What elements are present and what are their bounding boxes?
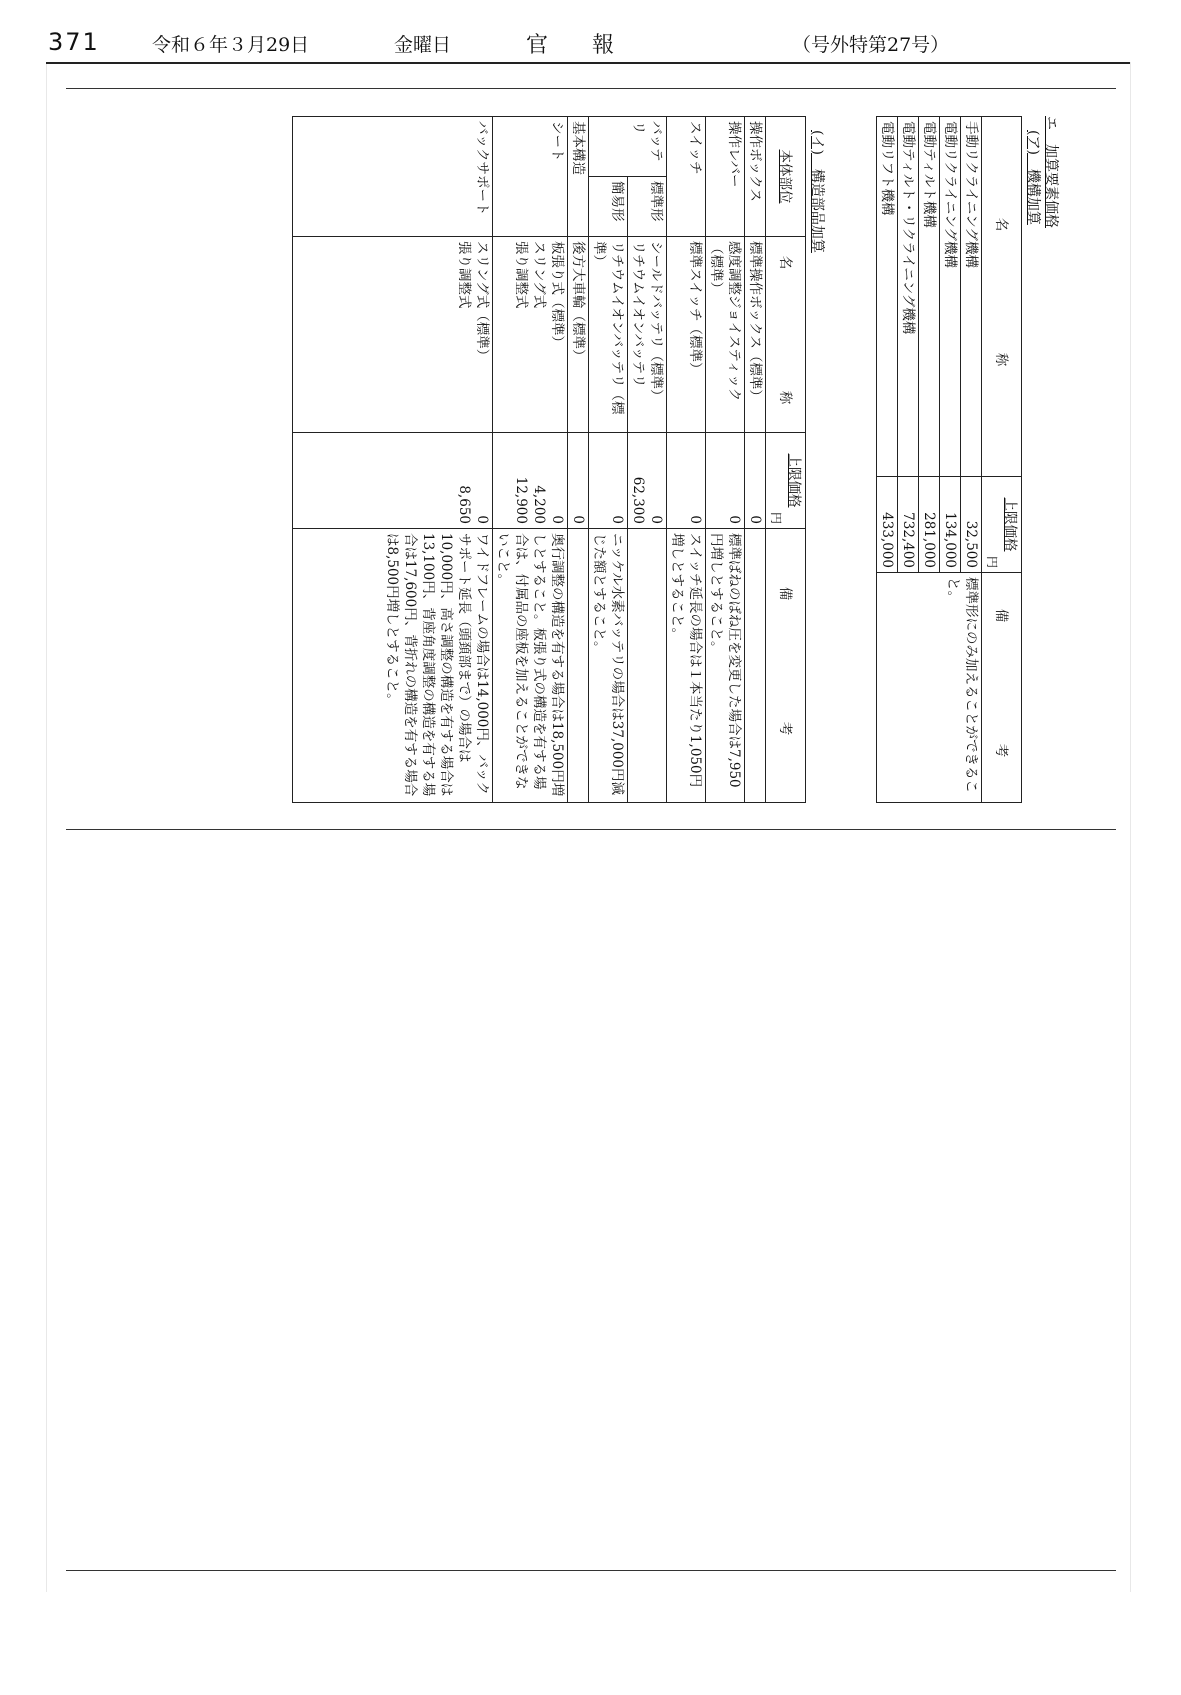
header-rule	[46, 62, 1130, 64]
content-bottom-rule	[66, 1570, 1116, 1571]
table-row: 電動リクライニング機構 134,000	[940, 117, 961, 803]
page-edge-right	[1130, 62, 1131, 1592]
table-header-row	[766, 117, 806, 803]
col-header-price: 上限価格 円	[766, 433, 806, 529]
page-number: 371	[48, 28, 100, 56]
table-row: 電動リフト機構 433,000	[877, 117, 898, 803]
col-header-part: 本体部位	[766, 117, 806, 237]
table-row: スイッチ 標準スイッチ（標準） 0 スイッチ延長の場合は１本当たり1,050円増しとすること。	[667, 117, 706, 803]
table-row: 手動リクライニング機構 32,500 標準形にのみ加えることができること。	[961, 117, 982, 803]
page-edge-left	[46, 62, 47, 1592]
section-e-subheading: (ア) 機構加算	[1025, 130, 1041, 225]
col-header-note: 備 考	[766, 529, 806, 803]
structural-parts-table	[292, 116, 806, 803]
col-header-price: 上限価格 円	[982, 477, 1022, 573]
page-header	[0, 0, 1181, 62]
issue-date: 令和６年３月29日	[152, 34, 310, 56]
content-top-rule	[66, 88, 1116, 89]
table-row: 操作レバー 感度調整ジョイスティック（標準） 0 標準ばねのばね圧を変更した場合は7,950円増しとすること。	[706, 117, 745, 803]
col-header-note: 備 考	[982, 573, 1022, 803]
table-row: 電動ティルト機構 281,000	[919, 117, 940, 803]
gazette-title: 官報	[526, 33, 659, 58]
table-row: バックサポート スリング式（標準） 張り調整式 0 8,650 ワイドフレームの場合は14,000円、バックサポート延長（頭頚部まで）の場合は10,000円、高さ調整の構造を有する場合は13,100円、背座角度調整の構造を有する場合は17,600円、背折れの構造を有する場合は8,500円増しとすること。	[293, 117, 493, 803]
table-row: バッテリ 標準形 シールドバッテリ（標準） リチウムイオンバッテリ 0 62,300	[628, 117, 667, 803]
rotated-content	[66, 116, 1066, 806]
issue-number: （号外特第27号）	[792, 34, 950, 56]
table-row: 操作ボックス 標準操作ボックス（標準） 0	[745, 117, 766, 803]
rotated-content-area	[66, 116, 1066, 806]
section-e-heading: エ 加算要素価格	[1043, 116, 1059, 228]
mechanism-table	[876, 116, 1022, 803]
table-row: シート 板張り式（標準） スリング式 張り調整式 0 4,200 12,900 奥行調整の構造を有する場合は18,500円増しとすること。板張り式の構造を有する場合は、付属品の座板を加えることができないこと。	[493, 117, 568, 803]
weekday: 金曜日	[394, 34, 452, 56]
col-header-name: 名 称	[766, 237, 806, 433]
col-header-name: 名 称	[982, 117, 1022, 477]
section-i-heading: (イ) 構造部品加算	[809, 130, 825, 253]
table-row: 電動ティルト・リクライニング機構 732,400	[898, 117, 919, 803]
table-row: 簡易形 リチウムイオンバッテリ（標準） 0 ニッケル水素バッテリの場合は37,000円減じた額とすること。	[589, 117, 628, 803]
table-row: 基本構造 後方大車輪（標準） 0	[568, 117, 589, 803]
content-divider-rule	[66, 829, 1116, 830]
table-header-row	[982, 117, 1022, 803]
